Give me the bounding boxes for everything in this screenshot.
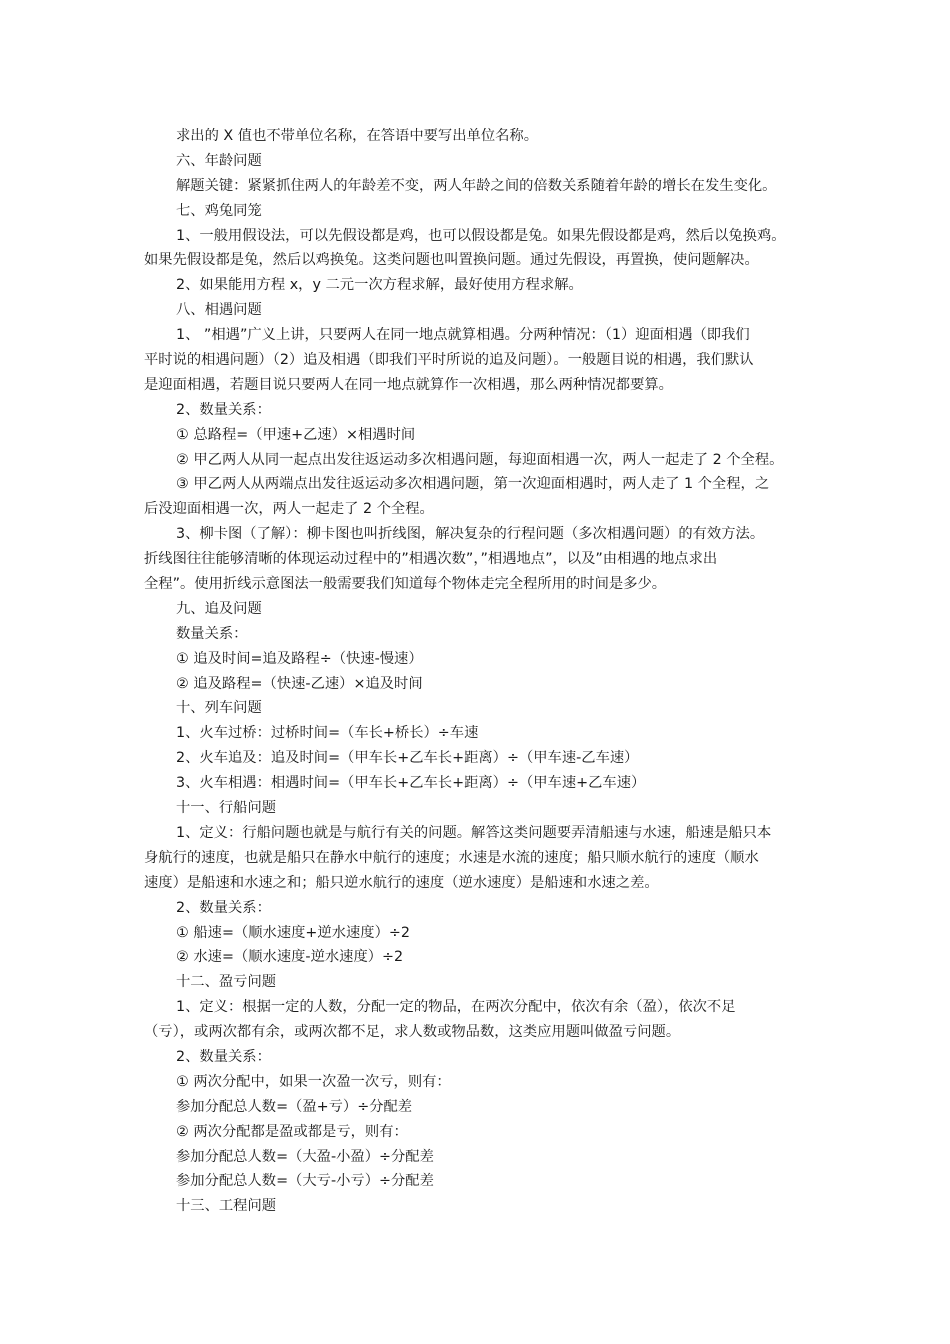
paragraph-line: ② 水速=（顺水速度-逆水速度）÷2 (176, 949, 404, 966)
paragraph-line: 1、火车过桥：过桥时间=（车长+桥长）÷车速 (176, 725, 479, 742)
paragraph-line: ① 船速=（顺水速度+逆水速度）÷2 (176, 924, 410, 941)
paragraph-line: 2、数量关系： (176, 401, 271, 418)
paragraph-continuation-line: 速度）是船速和水速之和；船只逆水航行的速度（逆水速度）是船速和水速之差。 (144, 874, 659, 891)
paragraph-line: 3、柳卡图（了解）：柳卡图也叫折线图，解决复杂的行程问题（多次相遇问题）的有效方法。 (176, 526, 765, 543)
paragraph-line: 2、如果能用方程 x，y 二元一次方程求解，最好使用方程求解。 (176, 277, 583, 294)
paragraph-line: ③ 甲乙两人从两端点出发往返运动多次相遇问题，第一次迎面相遇时，两人走了 1 个全程，之 (176, 476, 770, 493)
paragraph-line: 2、数量关系： (176, 899, 271, 916)
paragraph-continuation-line: （亏），或两次都有余，或两次都不足，求人数或物品数，这类应用题叫做盈亏问题。 (144, 1024, 681, 1041)
paragraph-line: ① 追及时间=追及路程÷（快速-慢速） (176, 650, 423, 667)
paragraph-line: 参加分配总人数=（盈+亏）÷分配差 (176, 1098, 413, 1115)
paragraph-continuation-line: 平时说的相遇问题）（2）追及相遇（即我们平时所说的追及问题）。一般题目说的相遇，我们默认 (144, 352, 754, 369)
paragraph-continuation-line: 全程”。使用折线示意图法一般需要我们知道每个物体走完全程所用的时间是多少。 (144, 576, 667, 593)
paragraph-line: 十二、盈亏问题 (176, 974, 277, 991)
paragraph-line: ② 甲乙两人从同一起点出发往返运动多次相遇问题，每迎面相遇一次，两人一起走了 2 个全程。 (176, 451, 784, 468)
paragraph-continuation-line: 折线图往往能够清晰的体现运动过程中的”相遇次数”，”相遇地点”，以及”由相遇的地点求出 (144, 551, 718, 568)
paragraph-line: 3、火车相遇：相遇时间=（甲车长+乙车长+距离）÷（甲车速+乙车速） (176, 775, 646, 792)
paragraph-line: 七、鸡兔同笼 (176, 202, 262, 219)
paragraph-continuation-line: 如果先假设都是兔，然后以鸡换兔。这类问题也叫置换问题。通过先假设，再置换，使问题解决。 (144, 252, 759, 269)
paragraph-continuation-line: 是迎面相遇，若题目说只要两人在同一地点就算作一次相遇，那么两种情况都要算。 (144, 376, 673, 393)
paragraph-line: ① 两次分配中，如果一次盈一次亏，则有： (176, 1073, 451, 1090)
paragraph-line: 八、相遇问题 (176, 302, 262, 319)
paragraph-line: 求出的 X 值也不带单位名称，在答语中要写出单位名称。 (176, 128, 539, 144)
paragraph-continuation-line: 后没迎面相遇一次，两人一起走了 2 个全程。 (144, 501, 434, 518)
paragraph-line: 十三、工程问题 (176, 1198, 277, 1215)
paragraph-line: ② 两次分配都是盈或都是亏，则有： (176, 1123, 408, 1140)
paragraph-line: 参加分配总人数=（大亏-小亏）÷分配差 (176, 1173, 434, 1190)
paragraph-line: 2、数量关系： (176, 1048, 271, 1065)
paragraph-line: 十一、行船问题 (176, 800, 277, 817)
paragraph-line: 2、火车追及：追及时间=（甲车长+乙车长+距离）÷（甲车速-乙车速） (176, 750, 639, 767)
paragraph-continuation-line: 身航行的速度，也就是船只在静水中航行的速度；水速是水流的速度；船只顺水航行的速度（顺水 (144, 849, 759, 866)
document-body (0, 124, 950, 1219)
paragraph-line: 1、 ”相遇”广义上讲，只要两人在同一地点就算相遇。分两种情况：（1）迎面相遇（即我们 (176, 327, 750, 344)
paragraph-line: 解题关键：紧紧抓住两人的年龄差不变，两人年龄之间的倍数关系随着年龄的增长在发生变化。 (176, 177, 777, 194)
paragraph-line: 数量关系： (176, 625, 248, 642)
paragraph-line: 十、列车问题 (176, 700, 262, 717)
paragraph-line: 1、定义：根据一定的人数，分配一定的物品，在两次分配中，依次有余（盈），依次不足 (176, 999, 736, 1016)
paragraph-line: 1、一般用假设法，可以先假设都是鸡，也可以假设都是兔。如果先假设都是鸡，然后以兔换鸡。 (176, 227, 786, 244)
paragraph-line: ② 追及路程=（快速-乙速）×追及时间 (176, 675, 423, 692)
paragraph-line: 参加分配总人数=（大盈-小盈）÷分配差 (176, 1148, 434, 1165)
paragraph-line: ① 总路程=（甲速+乙速）×相遇时间 (176, 426, 416, 443)
paragraph-line: 九、追及问题 (176, 600, 262, 617)
paragraph-line: 六、年龄问题 (176, 152, 262, 169)
paragraph-line: 1、定义：行船问题也就是与航行有关的问题。解答这类问题要弄清船速与水速，船速是船只本 (176, 824, 772, 841)
